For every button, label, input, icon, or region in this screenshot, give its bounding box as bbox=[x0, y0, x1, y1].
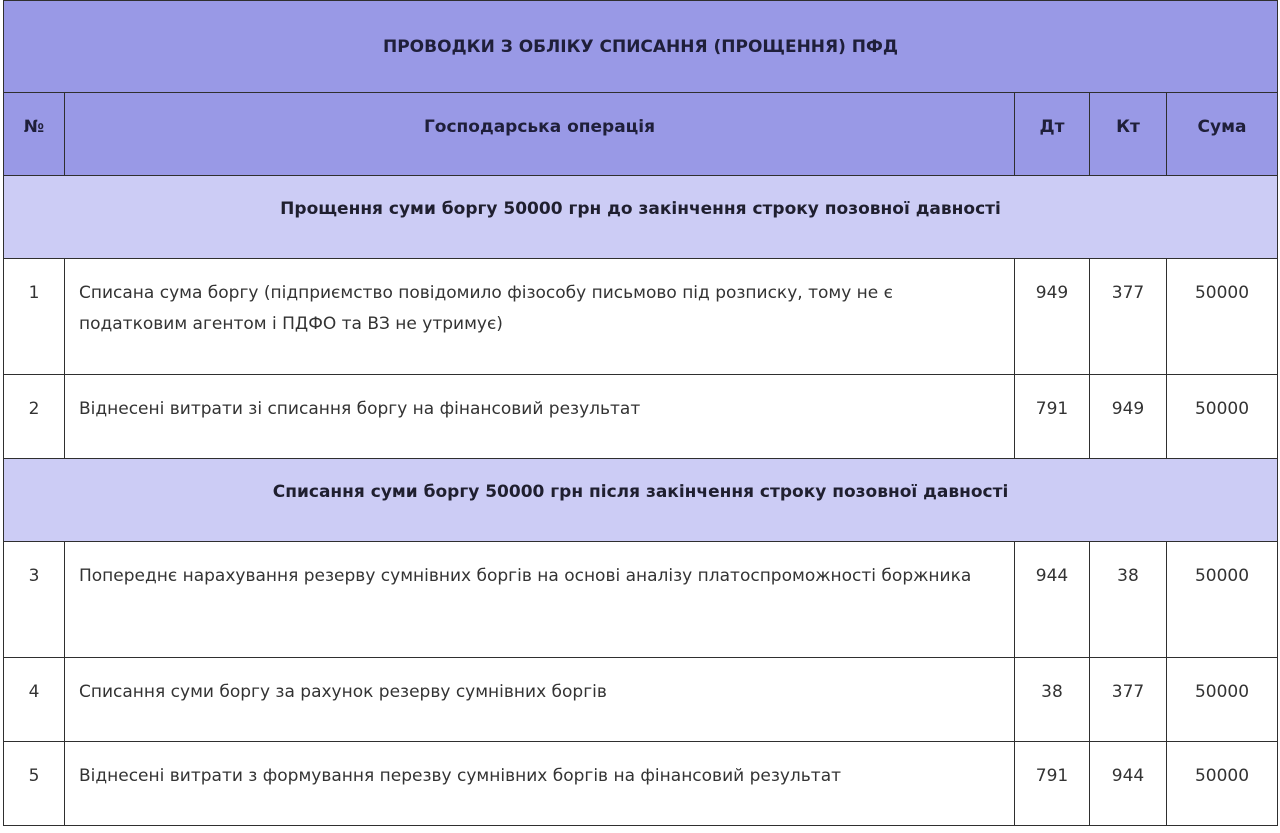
postings-table-container bbox=[3, 0, 1277, 826]
postings-table bbox=[3, 0, 1278, 826]
row-debit: 791 bbox=[1015, 742, 1090, 826]
section-title: Списання суми боргу 50000 грн після закінчення строку позовної давності bbox=[4, 459, 1278, 542]
row-operation: Списання суми боргу за рахунок резерву сумнівних боргів bbox=[65, 658, 1015, 742]
section-row-write-off bbox=[4, 459, 1278, 542]
header-operation: Господарська операція bbox=[65, 93, 1015, 176]
row-credit: 944 bbox=[1090, 742, 1167, 826]
table-row bbox=[4, 375, 1278, 459]
row-debit: 944 bbox=[1015, 542, 1090, 658]
row-num: 3 bbox=[4, 542, 65, 658]
row-debit: 791 bbox=[1015, 375, 1090, 459]
row-amount: 50000 bbox=[1167, 542, 1278, 658]
table-title: ПРОВОДКИ З ОБЛІКУ СПИСАННЯ (ПРОЩЕННЯ) ПФД bbox=[4, 1, 1278, 93]
row-credit: 377 bbox=[1090, 658, 1167, 742]
row-credit: 949 bbox=[1090, 375, 1167, 459]
row-operation: Віднесені витрати з формування перезву сумнівних боргів на фінансовий результат bbox=[65, 742, 1015, 826]
table-row bbox=[4, 742, 1278, 826]
row-debit: 949 bbox=[1015, 259, 1090, 375]
table-title-row bbox=[4, 1, 1278, 93]
row-amount: 50000 bbox=[1167, 259, 1278, 375]
section-title: Прощення суми боргу 50000 грн до закінчення строку позовної давності bbox=[4, 176, 1278, 259]
header-credit: Кт bbox=[1090, 93, 1167, 176]
row-num: 1 bbox=[4, 259, 65, 375]
row-operation: Попереднє нарахування резерву сумнівних боргів на основі аналізу платоспроможності боржника bbox=[65, 542, 1015, 658]
row-amount: 50000 bbox=[1167, 375, 1278, 459]
row-amount: 50000 bbox=[1167, 658, 1278, 742]
row-operation: Списана сума боргу (підприємство повідомило фізособу письмово під розписку, тому не є податковим агентом і ПДФО та ВЗ не утримує) bbox=[65, 259, 1015, 375]
header-amount: Сума bbox=[1167, 93, 1278, 176]
row-amount: 50000 bbox=[1167, 742, 1278, 826]
table-row bbox=[4, 259, 1278, 375]
section-row-forgiveness bbox=[4, 176, 1278, 259]
row-num: 5 bbox=[4, 742, 65, 826]
row-credit: 38 bbox=[1090, 542, 1167, 658]
table-row bbox=[4, 542, 1278, 658]
table-header-row bbox=[4, 93, 1278, 176]
row-num: 2 bbox=[4, 375, 65, 459]
row-debit: 38 bbox=[1015, 658, 1090, 742]
row-num: 4 bbox=[4, 658, 65, 742]
row-credit: 377 bbox=[1090, 259, 1167, 375]
header-num: № bbox=[4, 93, 65, 176]
table-row bbox=[4, 658, 1278, 742]
header-debit: Дт bbox=[1015, 93, 1090, 176]
row-operation: Віднесені витрати зі списання боргу на фінансовий результат bbox=[65, 375, 1015, 459]
